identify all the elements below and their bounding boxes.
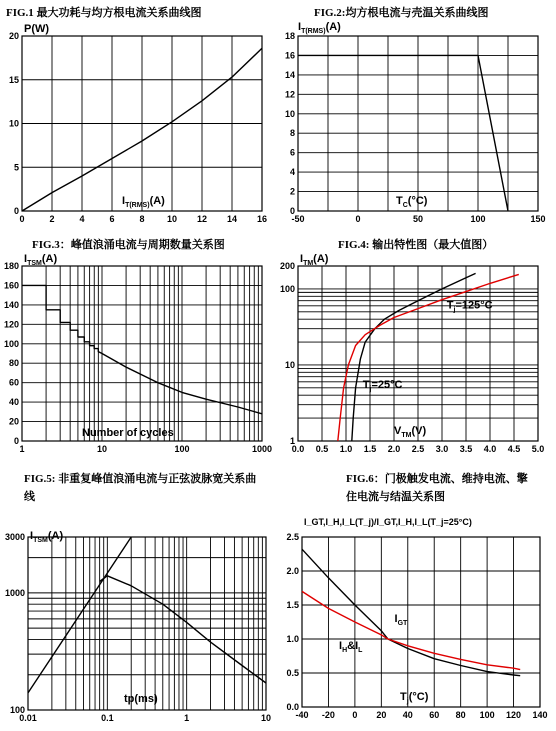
- fig5-frame: [28, 537, 266, 710]
- y-tick-label: 2.0: [286, 566, 299, 576]
- fig1-title-prefix: FIG.1: [6, 7, 34, 19]
- fig5-x-label: tp(ms): [124, 693, 158, 705]
- y-tick-label: 180: [3, 261, 19, 271]
- x-tick-label: 150: [530, 214, 546, 224]
- y-tick-label: 100: [9, 705, 25, 715]
- fig5-y-label: $I_{TSM}(A)$: [30, 530, 64, 544]
- y-tick-label: 1: [289, 436, 295, 446]
- fig3-frame: [22, 266, 262, 441]
- fig1-y-label: P(W): [24, 23, 50, 35]
- x-tick-label: -50: [291, 214, 305, 224]
- x-tick-label: 1: [19, 444, 25, 454]
- y-tick-label: 0.0: [286, 702, 299, 712]
- fig2-x-label: $T_C(^\circ C)$: [396, 195, 428, 209]
- x-tick-label: 10: [260, 713, 272, 723]
- x-tick-label: 12: [196, 214, 208, 224]
- fig1-plot: [9, 23, 267, 224]
- x-tick-label: 1.5: [363, 444, 377, 454]
- x-tick-label: 0: [355, 214, 361, 224]
- x-tick-label: 0.5: [315, 444, 329, 454]
- fig4-title-prefix: FIG.4:: [338, 239, 370, 251]
- fig1-title-text: 最大功耗与均方根电流关系曲线图: [36, 7, 202, 19]
- y-tick-label: 100: [279, 283, 295, 294]
- y-tick-label: 140: [3, 299, 19, 310]
- y-tick-label: 0: [13, 436, 19, 446]
- fig5-plot: [5, 530, 271, 723]
- x-tick-label: 4: [79, 214, 85, 224]
- fig6-title-text: 门极触发电流、维持电流、擎住电流与结温关系图: [346, 473, 528, 503]
- y-tick-label: 6: [289, 147, 295, 158]
- x-tick-label: 60: [429, 710, 440, 720]
- y-tick-label: 20: [8, 31, 19, 41]
- y-tick-label: 15: [8, 74, 19, 85]
- y-tick-label: 80: [8, 358, 19, 369]
- x-tick-label: 5.0: [531, 444, 545, 454]
- y-tick-label: 8: [289, 128, 295, 139]
- x-tick-label: 2: [49, 214, 55, 224]
- fig6-x-label: $T_j(^\circ C)$: [400, 691, 429, 705]
- fig2-title-text: 均方根电流与壳温关系曲线图: [345, 7, 489, 19]
- x-tick-label: 140: [532, 710, 548, 720]
- x-tick-label: 100: [479, 710, 495, 720]
- y-tick-label: 10: [8, 118, 19, 129]
- y-tick-label: 40: [8, 397, 19, 408]
- x-tick-label: 100: [470, 214, 486, 224]
- x-tick-label: 10: [166, 214, 178, 224]
- y-tick-label: 200: [279, 261, 295, 271]
- x-tick-label: 40: [402, 710, 413, 720]
- fig1-x-label: $I_{T(RMS)}(A)$: [122, 195, 165, 209]
- fig6-plot: [286, 517, 547, 720]
- fig5-series-0: [28, 537, 131, 693]
- y-tick-label: 2: [289, 186, 295, 197]
- x-tick-label: 2.0: [387, 444, 401, 454]
- fig4-annotation-125c: $T_j=125^\circ C$: [446, 299, 493, 314]
- x-tick-label: 8: [139, 214, 145, 224]
- y-tick-label: 2.5: [286, 532, 299, 542]
- fig4-plot: [280, 253, 544, 454]
- fig4-y-label: $I_{TM}(A)$: [300, 253, 329, 267]
- y-tick-label: 1.0: [286, 634, 299, 644]
- y-tick-label: 0: [13, 206, 19, 216]
- x-tick-label: 10: [96, 444, 108, 454]
- y-tick-label: 16: [284, 50, 295, 61]
- fig6-annotation-igt: $I_{GT}$: [394, 613, 408, 627]
- fig5-title-prefix: FIG.5:: [24, 473, 56, 485]
- x-tick-label: 16: [256, 214, 268, 224]
- x-tick-label: 100: [174, 444, 190, 454]
- x-tick-label: -40: [295, 710, 309, 720]
- fig3-title-prefix: FIG.3：: [32, 239, 71, 251]
- fig2-plot: [285, 21, 546, 224]
- fig3-title-text: 峰值浪涌电流与周期数量关系图: [70, 239, 225, 251]
- fig6-title-prefix: FIG.6：: [346, 473, 385, 485]
- y-tick-label: 5: [13, 162, 19, 173]
- y-tick-label: 10: [284, 108, 295, 119]
- y-tick-label: 100: [3, 338, 19, 349]
- fig4-title-text: 输出特性图（最大值图）: [372, 239, 494, 251]
- fig4-x-label: $V_{TM}(V)$: [394, 425, 427, 439]
- x-tick-label: 50: [412, 214, 424, 224]
- x-tick-label: 14: [226, 214, 238, 224]
- fig6-frame: [302, 537, 540, 707]
- x-tick-label: 0: [352, 710, 358, 720]
- x-tick-label: 20: [376, 710, 387, 720]
- x-tick-label: 2.5: [411, 444, 425, 454]
- fig3-y-label: $I_{TSM}(A)$: [24, 253, 58, 267]
- y-tick-label: 0.5: [286, 668, 299, 678]
- y-tick-label: 4: [289, 167, 295, 178]
- y-tick-label: 160: [3, 280, 19, 291]
- fig4-annotation-25c: $T_j=25^\circ C$: [362, 378, 403, 393]
- y-tick-label: 1000: [4, 587, 25, 598]
- fig3-plot: [4, 253, 272, 454]
- x-tick-label: 3.5: [459, 444, 473, 454]
- x-tick-label: 0: [19, 214, 25, 224]
- fig5-grid: [28, 537, 266, 710]
- y-tick-label: 60: [8, 377, 19, 388]
- x-tick-label: 3.0: [435, 444, 449, 454]
- x-tick-label: 0.0: [291, 444, 305, 454]
- x-tick-label: 4.5: [507, 444, 521, 454]
- x-tick-label: 1: [184, 713, 190, 723]
- x-tick-label: -20: [321, 710, 335, 720]
- x-tick-label: 4.0: [483, 444, 497, 454]
- y-tick-label: 3000: [4, 532, 25, 542]
- fig6-y-label: I_GT,I_H,I_L(T_j)/I_GT,I_H,I_L(T_j=25°C): [304, 517, 472, 527]
- x-tick-label: 1000: [251, 444, 273, 454]
- fig1-grid: [22, 36, 262, 211]
- fig4-grid: [298, 266, 538, 441]
- fig5-title-text: 非重复峰值浪涌电流与正弦波脉宽关系曲线: [24, 473, 257, 503]
- x-tick-label: 0.1: [101, 713, 114, 723]
- x-tick-label: 1.0: [339, 444, 353, 454]
- x-tick-label: 6: [109, 214, 115, 224]
- x-tick-label: 120: [506, 710, 522, 720]
- y-tick-label: 10: [284, 359, 295, 370]
- y-tick-label: 1.5: [286, 600, 299, 610]
- x-tick-label: 0.01: [19, 713, 37, 723]
- y-tick-label: 14: [284, 69, 295, 80]
- y-tick-label: 18: [284, 31, 295, 41]
- fig3-x-label: Number of cycles: [82, 427, 174, 439]
- fig3-grid: [22, 266, 262, 441]
- fig6-annotation-ih-il: $I_H\&I_L$: [339, 640, 363, 655]
- y-tick-label: 12: [284, 89, 295, 100]
- y-tick-label: 120: [3, 319, 19, 330]
- y-tick-label: 0: [289, 206, 295, 216]
- fig6-grid: [302, 537, 540, 707]
- y-tick-label: 20: [8, 416, 19, 427]
- x-tick-label: 80: [455, 710, 466, 720]
- fig2-title-prefix: FIG.2:: [314, 7, 346, 19]
- fig2-grid: [298, 36, 538, 211]
- fig2-y-label: $I_{T(RMS)}(A)$: [298, 21, 341, 35]
